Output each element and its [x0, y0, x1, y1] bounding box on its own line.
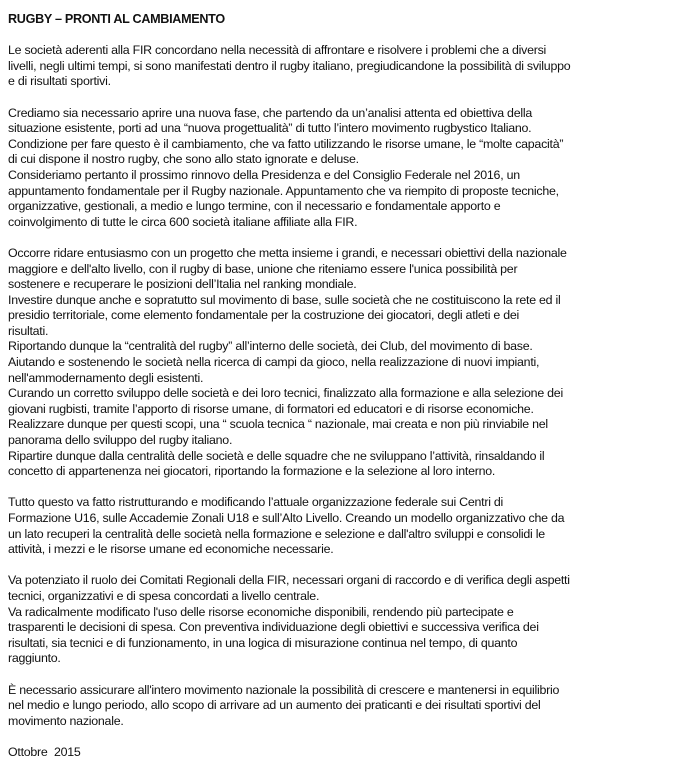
paragraph-line: Ripartire dunque dalla centralità delle società e delle squadre che ne sviluppano l’attività, rinsaldando il — [8, 448, 545, 463]
paragraph-line: maggiore e dell'alto livello, con il rugby di base, unione che riteniamo essere l'unica possibilità per — [8, 261, 518, 276]
paragraph-line: appuntamento fondamentale per il Rugby nazionale. Appuntamento che va riempito di proposte tecniche, — [8, 183, 559, 198]
paragraph-line: nell'ammodernamento degli esistenti. — [8, 370, 204, 385]
document-page — [8, 12, 688, 761]
paragraph-line: coinvolgimento di tutte le circa 600 società italiane affiliate alla FIR. — [8, 214, 358, 229]
paragraph-line: raggiunto. — [8, 651, 61, 666]
paragraph-line: Formazione U16, sulle Accademie Zonali U18 e sull’Alto Livello. Creando un modello organizzativo che da — [8, 511, 565, 525]
paragraph — [8, 43, 688, 90]
paragraph-line: giovani rugbisti, tramite l’apporto di risorse umane, di formatori ed educatori e di risorse economiche. — [8, 401, 534, 416]
paragraph-line: Occorre ridare entusiasmo con un progetto che metta insieme i grandi, e necessari obiettivi della nazionale — [8, 245, 567, 260]
document-date: Ottobre 2015 — [8, 744, 81, 759]
paragraph-line: movimento nazionale. — [8, 713, 124, 728]
paragraph-line: tecnici, organizzativi e di spesa concordati a livello centrale. — [8, 588, 320, 603]
paragraph-line: Consideriamo pertanto il prossimo rinnovo della Presidenza e del Consiglio Federale nel 2016, un — [8, 167, 520, 182]
paragraph-line: Realizzare dunque per questi scopi, una “ scuola tecnica “ nazionale, mai creata e non più rinviabile nel — [8, 417, 548, 432]
paragraph-line: Riportando dunque la “centralità del rugby” all’interno delle società, dei Club, del movimento di base. — [8, 339, 533, 354]
document-title: RUGBY – PRONTI AL CAMBIAMENTO — [8, 12, 225, 26]
paragraph-line: nel medio e lungo periodo, allo scopo di arrivare ad un aumento dei praticanti e dei risultati sportivi del — [8, 698, 541, 713]
paragraph-line: sostenere e recuperare le posizioni dell’Italia nel ranking mondiale. — [8, 277, 357, 292]
document-body — [8, 43, 688, 729]
paragraph-line: Va potenziato il ruolo dei Comitati Regionali della FIR, necessari organi di raccordo e di verifica degli aspetti — [8, 573, 570, 588]
paragraph — [8, 683, 688, 730]
paragraph-line: risultati, sia tecnici e di funzionamento, in una logica di misurazione continua nel tempo, di quanto — [8, 635, 518, 650]
paragraph-line: organizzative, gestionali, a medio e lungo termine, con il necessario e fondamentale apporto e — [8, 199, 501, 214]
paragraph-line: concetto di appartenenza nei giocatori, riportando la formazione e la selezione al loro interno. — [8, 464, 496, 479]
paragraph-line: di cui dispone il nostro rugby, che sono allo stato ignorate e deluse. — [8, 152, 359, 167]
paragraph — [8, 495, 688, 557]
paragraph-line: Condizione per fare questo è il cambiamento, che va fatto utilizzando le risorse umane, le “molte capacità” — [8, 136, 564, 151]
paragraph-line: Tutto questo va fatto ristrutturando e modificando l’attuale organizzazione federale sui Centri di — [8, 495, 504, 510]
paragraph-line: un lato recuperi la centralità delle società nella formazione e selezione e dall'altro sviluppi e consolidi le — [8, 526, 545, 541]
paragraph-line: Le società aderenti alla FIR concordano nella necessità di affrontare e risolvere i problemi che a diversi — [8, 43, 547, 58]
paragraph-line: È necessario assicurare all'intero movimento nazionale la possibilità di crescere e mantenersi in equilibrio — [8, 682, 560, 697]
paragraph — [8, 246, 688, 480]
paragraph-line: Investire dunque anche e sopratutto sul movimento di base, sulle società che ne costituiscono la rete ed il — [8, 292, 561, 307]
paragraph-line: trasparenti le decisioni di spesa. Con preventiva individuazione degli obiettivi e successiva verifica dei — [8, 620, 539, 635]
paragraph-line: panorama dello sviluppo del rugby italiano. — [8, 433, 233, 448]
paragraph-line: presidio territoriale, come elemento fondamentale per la costruzione dei giocatori, degli atleti e dei — [8, 308, 520, 323]
paragraph-line: attività, i mezzi e le risorse umane ed economiche necessarie. — [8, 542, 334, 557]
paragraph-line: risultati. — [8, 323, 49, 338]
paragraph-line: Va radicalmente modificato l'uso delle risorse economiche disponibili, rendendo più partecipate e — [8, 604, 514, 619]
paragraph-line: Aiutando e sostenendo le società nella ricerca di campi da gioco, nella realizzazione di nuovi impianti, — [8, 355, 540, 370]
paragraph — [8, 106, 688, 231]
paragraph-line: Curando un corretto sviluppo delle società e dei loro tecnici, finalizzato alla formazione e alla selezione dei — [8, 386, 563, 401]
paragraph — [8, 573, 688, 667]
paragraph-line: e di risultati sportivi. — [8, 74, 111, 89]
paragraph-line: livelli, negli ultimi tempi, si sono manifestati dentro il rugby italiano, pregiudicandone la possibilità di sviluppo — [8, 58, 571, 73]
paragraph-line: situazione esistente, porti ad una “nuova progettualità” di tutto l’intero movimento rugbystico Italiano. — [8, 121, 532, 136]
paragraph-line: Crediamo sia necessario aprire una nuova fase, che partendo da un’analisi attenta ed obiettiva della — [8, 105, 532, 120]
